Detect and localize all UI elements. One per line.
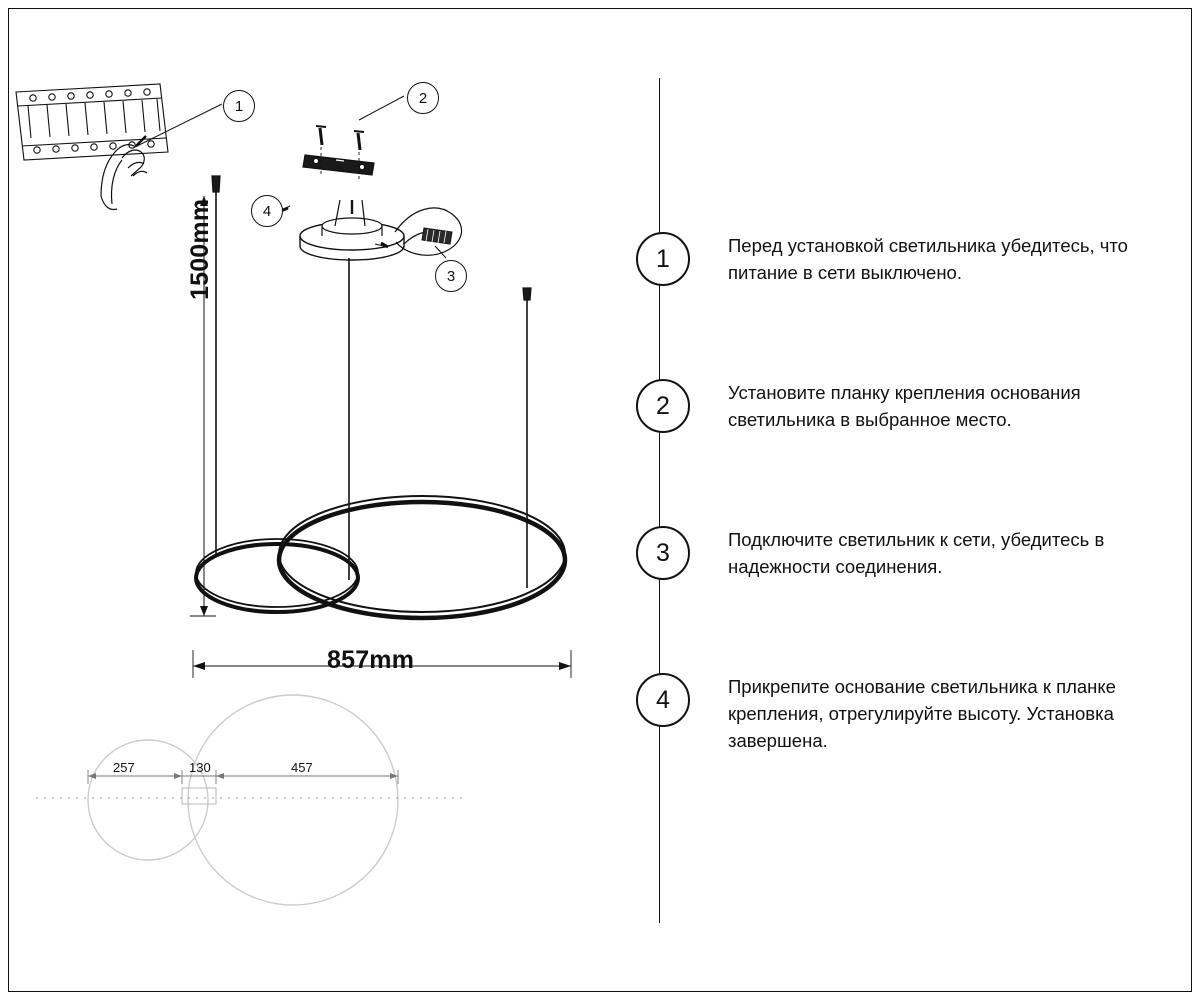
luminaire-small-ring (196, 539, 358, 612)
step-text: Прикрепите основание светильника к планке крепления, отрегулируйте высоту. Установка завершена. (728, 676, 1116, 751)
height-dimension-label: 1500mm (186, 198, 214, 300)
step-item (636, 524, 1156, 594)
terminal-block-illustration (16, 84, 168, 160)
step-item (636, 230, 1156, 300)
step-number-badge: 2 (636, 379, 690, 433)
callout-3-connection: 3 (435, 260, 467, 292)
step-text: Перед установкой светильника убедитесь, что питание в сети выключено. (728, 235, 1128, 283)
plan-dimension-right: 457 (291, 760, 313, 775)
callout-1-terminal-block: 1 (223, 90, 255, 122)
plan-dimension-middle: 130 (189, 760, 211, 775)
leader-line-1 (133, 104, 222, 148)
step-number-badge: 4 (636, 673, 690, 727)
step-text: Установите планку крепления основания светильника в выбранное место. (728, 382, 1081, 430)
step-number-badge: 1 (636, 232, 690, 286)
plan-view (88, 695, 398, 905)
step-number-badge: 3 (636, 526, 690, 580)
step-item (636, 671, 1156, 754)
plan-center-block (182, 788, 216, 804)
suspension-cables (216, 192, 527, 588)
callout-2-mounting-bar: 2 (407, 82, 439, 114)
canopy-base (300, 200, 404, 260)
instruction-steps (636, 230, 1156, 831)
connector-block (422, 228, 452, 244)
step-item (636, 377, 1156, 447)
mounting-screws (316, 126, 364, 150)
mounting-bar (303, 155, 374, 175)
width-dimension-label: 857mm (327, 646, 415, 674)
leader-line-2 (359, 96, 404, 120)
plan-dimension-left: 257 (113, 760, 135, 775)
callout-4-base: 4 (251, 195, 283, 227)
step-text: Подключите светильник к сети, убедитесь в надежности соединения. (728, 529, 1105, 577)
